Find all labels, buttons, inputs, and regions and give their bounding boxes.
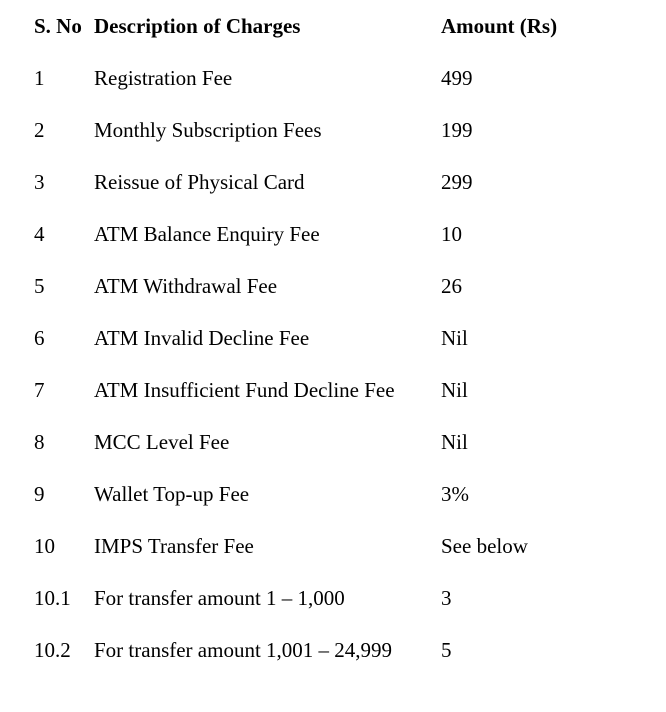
row-sno: 5 [34,274,45,298]
table-header-row [34,0,601,52]
row-amount: Nil [441,430,468,454]
row-sno: 10.2 [34,638,71,662]
table-row [34,520,601,572]
row-description: IMPS Transfer Fee [94,534,254,558]
row-amount: Nil [441,326,468,350]
row-sno: 7 [34,378,45,402]
row-sno: 2 [34,118,45,142]
row-sno: 3 [34,170,45,194]
row-description: ATM Balance Enquiry Fee [94,222,320,246]
row-description: For transfer amount 1,001 – 24,999 [94,638,393,662]
table-row [34,624,601,676]
table-row [34,52,601,104]
row-amount: 5 [441,638,452,662]
row-description: ATM Withdrawal Fee [94,274,278,298]
table-row [34,364,601,416]
row-amount: 3 [441,586,452,610]
table-row [34,312,601,364]
row-sno: 1 [34,66,45,90]
row-description: Reissue of Physical Card [94,170,305,194]
header-sno: S. No [34,14,82,38]
table-row [34,104,601,156]
row-description: MCC Level Fee [94,430,230,454]
header-description: Description of Charges [94,14,301,38]
row-amount: Nil [441,378,468,402]
row-amount: 26 [441,274,462,298]
row-sno: 4 [34,222,45,246]
row-amount: See below [441,534,528,558]
row-amount: 499 [441,66,473,90]
row-sno: 6 [34,326,45,350]
row-description: Monthly Subscription Fees [94,118,322,142]
row-amount: 299 [441,170,473,194]
row-amount: 3% [441,482,469,506]
row-amount: 199 [441,118,473,142]
table-row [34,260,601,312]
row-description: ATM Invalid Decline Fee [94,326,310,350]
row-description: ATM Insufficient Fund Decline Fee [94,378,395,402]
row-sno: 9 [34,482,45,506]
row-sno: 10 [34,534,55,558]
row-description: Wallet Top-up Fee [94,482,250,506]
charges-table [34,0,601,676]
row-description: For transfer amount 1 – 1,000 [94,586,345,610]
table-row [34,416,601,468]
table-row [34,156,601,208]
table-row [34,468,601,520]
header-amount: Amount (Rs) [441,14,558,38]
table-row [34,572,601,624]
row-sno: 8 [34,430,45,454]
row-description: Registration Fee [94,66,233,90]
row-amount: 10 [441,222,462,246]
row-sno: 10.1 [34,586,71,610]
table-row [34,208,601,260]
